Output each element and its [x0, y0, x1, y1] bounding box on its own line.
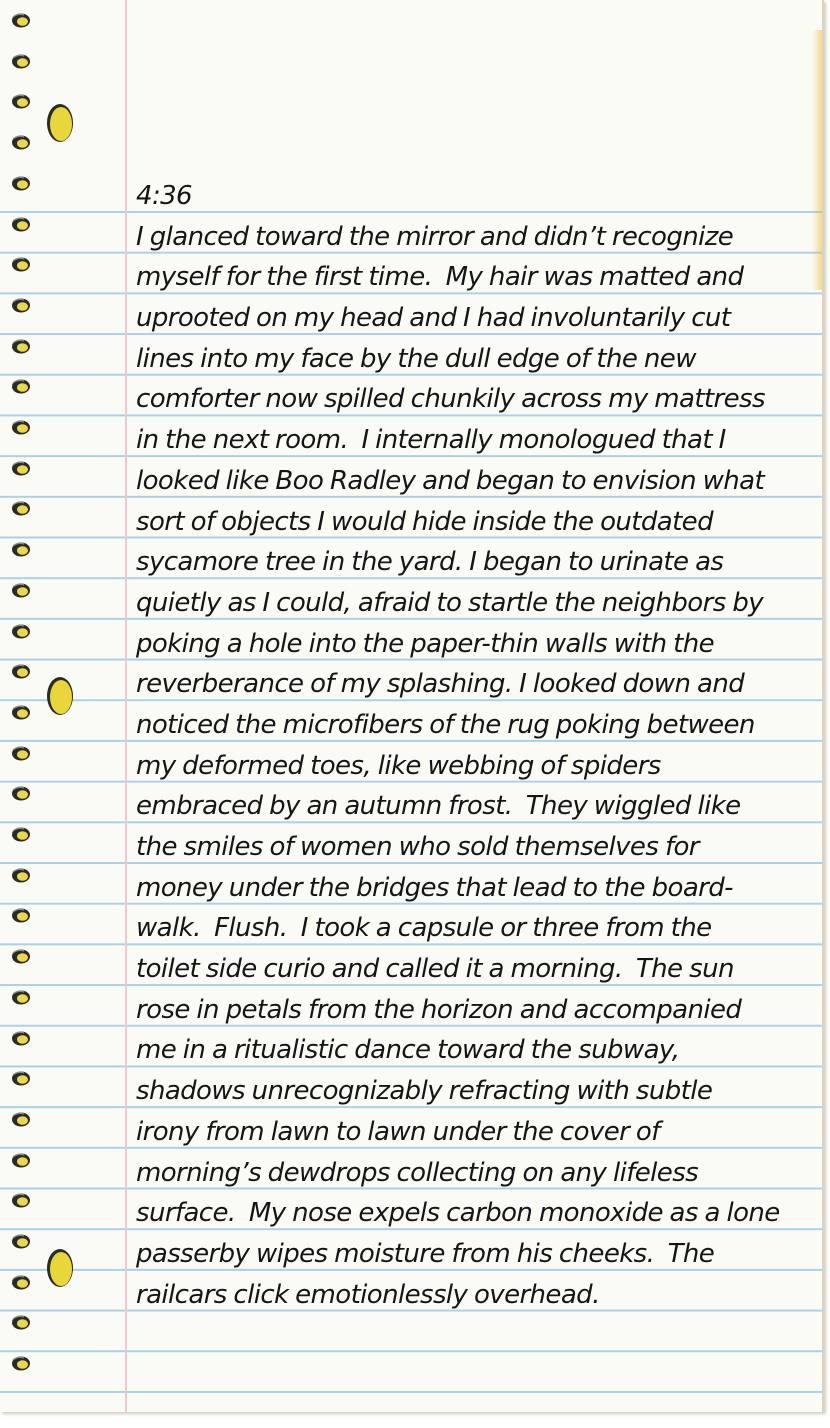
spiral-ring-icon	[10, 419, 32, 436]
spiral-ring-icon	[10, 785, 32, 802]
spiral-ring-icon	[10, 989, 32, 1006]
spiral-ring-icon	[10, 1030, 32, 1047]
text-line: sort of objects I would hide inside the outdated	[136, 506, 713, 537]
spiral-ring-icon	[10, 663, 32, 680]
spiral-ring-icon	[10, 582, 32, 599]
spiral-ring-icon	[10, 12, 32, 29]
spiral-ring-icon	[10, 500, 32, 517]
text-line: comforter now spilled chunkily across my mattress	[136, 384, 765, 415]
text-line: the smiles of women who sold themselves for	[136, 832, 699, 862]
text-line: money under the bridges that lead to the board-	[136, 872, 733, 903]
text-line: rose in petals from the horizon and accompanied	[136, 994, 742, 1025]
entry-time: 4:36	[136, 181, 192, 211]
spiral-ring-icon	[10, 93, 32, 110]
punch-hole-icon	[44, 675, 74, 717]
punch-hole-icon	[44, 102, 74, 144]
spiral-ring-icon	[10, 1274, 32, 1291]
spiral-ring-icon	[10, 867, 32, 884]
text-line: passerby wipes moisture from his cheeks. The	[136, 1238, 715, 1269]
text-line: walk. Flush. I took a capsule or three from the	[136, 913, 712, 944]
spiral-ring-icon	[10, 378, 32, 395]
spiral-ring-icon	[10, 1355, 32, 1372]
spiral-ring-icon	[10, 623, 32, 640]
spiral-ring-icon	[10, 134, 32, 151]
spiral-ring-icon	[10, 53, 32, 70]
punch-hole-icon	[44, 1247, 74, 1289]
spiral-ring-icon	[10, 256, 32, 273]
spiral-ring-icon	[10, 907, 32, 924]
text-line: railcars click emotionlessly overhead.	[136, 1279, 600, 1310]
text-line: uprooted on my head and I had involuntarily cut	[136, 303, 731, 334]
spiral-ring-icon	[10, 948, 32, 965]
text-line: shadows unrecognizably refracting with subtle	[136, 1076, 713, 1107]
spiral-ring-icon	[10, 541, 32, 558]
spiral-ring-icon	[10, 1233, 32, 1250]
text-line: reverberance of my splashing. I looked down and	[136, 669, 745, 700]
spiral-ring-icon	[10, 1192, 32, 1209]
text-line: looked like Boo Radley and began to envision what	[136, 465, 765, 496]
spiral-ring-icon	[10, 338, 32, 355]
text-line: me in a ritualistic dance toward the subway,	[136, 1035, 680, 1066]
spiral-ring-icon	[10, 1070, 32, 1087]
text-line: morning’s dewdrops collecting on any lifeless	[136, 1157, 699, 1188]
handwritten-entry	[136, 176, 822, 1315]
text-line: lines into my face by the dull edge of the new	[136, 343, 696, 374]
text-line: my deformed toes, like webbing of spiders	[136, 750, 661, 781]
text-line: poking a hole into the paper-thin walls with the	[136, 628, 714, 659]
spiral-ring-icon	[10, 745, 32, 762]
spiral-ring-icon	[10, 1152, 32, 1169]
text-line: sycamore tree in the yard. I began to urinate as	[136, 547, 724, 578]
text-line: myself for the first time. My hair was matted and	[136, 262, 744, 293]
sheet-header-area	[0, 0, 822, 200]
spiral-ring-icon	[10, 460, 32, 477]
text-line: quietly as I could, afraid to startle the neighbors by	[136, 587, 764, 618]
spiral-ring-icon	[10, 1314, 32, 1331]
spiral-ring-icon	[10, 826, 32, 843]
spiral-ring-icon	[10, 704, 32, 721]
text-line: irony from lawn to lawn under the cover of	[136, 1116, 660, 1147]
text-line: noticed the microfibers of the rug poking between	[136, 709, 755, 740]
text-line: surface. My nose expels carbon monoxide as a lone	[136, 1198, 780, 1229]
text-line: in the next room. I internally monologued that I	[136, 425, 726, 456]
margin-line	[125, 0, 127, 1412]
spiral-ring-icon	[10, 175, 32, 192]
spiral-ring-icon	[10, 297, 32, 314]
text-line: embraced by an autumn frost. They wiggled like	[136, 791, 741, 822]
text-line: toilet side curio and called it a morning. The sun	[136, 954, 734, 985]
spiral-ring-icon	[10, 1111, 32, 1128]
text-line: I glanced toward the mirror and didn’t recognize	[136, 221, 734, 252]
spiral-ring-icon	[10, 216, 32, 233]
